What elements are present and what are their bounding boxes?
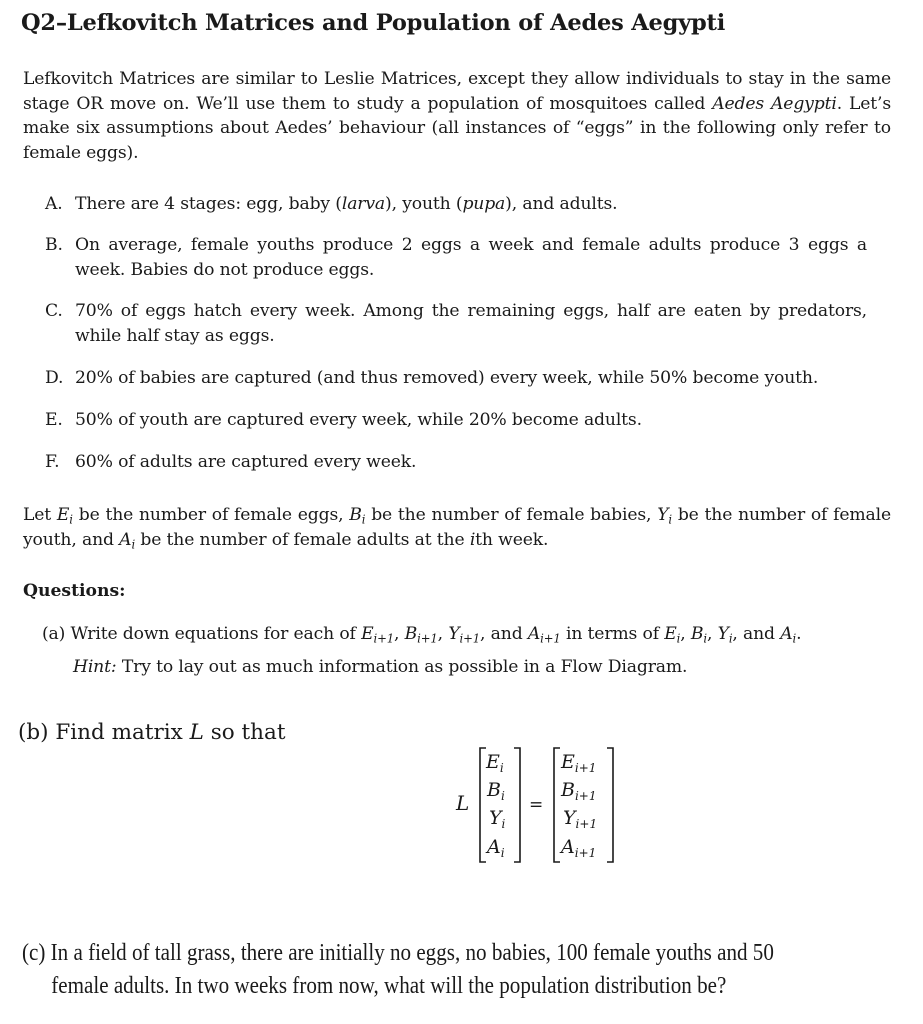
vec-Ai: $A_i$	[487, 836, 505, 860]
equals-sign: =	[529, 795, 544, 815]
intro-text-end: . Let’s make six assumptions about Aedes’ behaviour (all instances of “eggs” in the following only refer to female eggs).	[23, 93, 892, 163]
assumption-c	[45, 299, 895, 349]
matrix-L-symbol: L	[456, 791, 470, 815]
question-c-label: (c)	[22, 939, 46, 966]
vec-Bi1: $B_{i+1}$	[561, 779, 597, 803]
left-bracket-close	[514, 748, 520, 862]
question-b-label: (b)	[18, 720, 49, 745]
assumption-label: D.	[45, 368, 64, 388]
assumption-a	[45, 192, 895, 217]
question-c-line1: In a field of tall grass, there are initially no eggs, no babies, 100 female youths and 50	[50, 939, 774, 966]
variable-definitions: Let $E_i$ be the number of female eggs, $B_i$ be the number of female babies, $Y_i$ be the number of female youth, and $A_i$ be the number of female adults at the ith week.	[23, 505, 891, 551]
assumption-d	[45, 366, 895, 391]
assumption-label: E.	[45, 410, 63, 430]
assumption-label: C.	[45, 301, 63, 321]
vec-Bi: $B_i$	[487, 779, 505, 803]
vec-Yi: $Y_i$	[489, 807, 506, 831]
assumption-f	[45, 450, 895, 475]
assumption-text: 60% of adults are captured every week.	[75, 452, 417, 472]
vec-Ei: $E_i$	[486, 751, 504, 775]
species-name: Aedes Aegypti	[712, 93, 837, 114]
question-a-label: (a)	[42, 624, 66, 644]
question-c	[22, 936, 779, 1002]
right-bracket-close	[607, 748, 613, 862]
assumption-text: On average, female youths produce 2 eggs a week and female adults produce 3 eggs a week. Babies do not produce eggs.	[75, 235, 867, 280]
matrix-equation	[450, 745, 620, 865]
vec-Ai1: $A_{i+1}$	[561, 836, 597, 860]
assumption-text: 70% of eggs hatch every week. Among the remaining eggs, half are eaten by predators, while half stay as eggs.	[75, 301, 867, 346]
question-a-hint: Hint: Try to lay out as much information as possible in a Flow Diagram.	[73, 657, 688, 677]
vec-Yi1: $Y_{i+1}$	[563, 807, 598, 831]
assumption-label: B.	[45, 235, 63, 255]
assumption-text: There are 4 stages: egg, baby (larva), youth (pupa), and adults.	[75, 194, 618, 214]
questions-heading: Questions:	[23, 581, 126, 601]
assumption-text: 50% of youth are captured every week, while 20% become adults.	[75, 410, 642, 430]
question-a: (a) Write down equations for each of $E_{i+1}$, $B_{i+1}$, $Y_{i+1}$, and $A_{i+1}$ in terms of $E_i$, $B_i$, $Y_i$, and $A_i$.	[42, 624, 802, 646]
intro-paragraph	[23, 67, 891, 165]
assumption-b	[45, 233, 895, 283]
question-b: (b) Find matrix L so that	[18, 720, 286, 745]
intro-text: Lefkovitch Matrices are similar to Leslie Matrices, except they allow individuals to stay in the same stage OR move on. We’ll use them to study a population of mosquitoes called	[23, 69, 891, 114]
assumption-label: A.	[45, 194, 63, 214]
right-bracket-open	[554, 748, 560, 862]
assumption-label: F.	[45, 452, 60, 472]
page-title: Q2–Lefkovitch Matrices and Population of Aedes Aegypti	[21, 10, 726, 36]
assumption-e	[45, 408, 895, 433]
vec-Ei1: $E_{i+1}$	[561, 751, 597, 775]
question-c-line2: female adults. In two weeks from now, what will the population distribution be?	[51, 972, 727, 999]
assumption-text: 20% of babies are captured (and thus removed) every week, while 50% become youth.	[75, 368, 819, 388]
